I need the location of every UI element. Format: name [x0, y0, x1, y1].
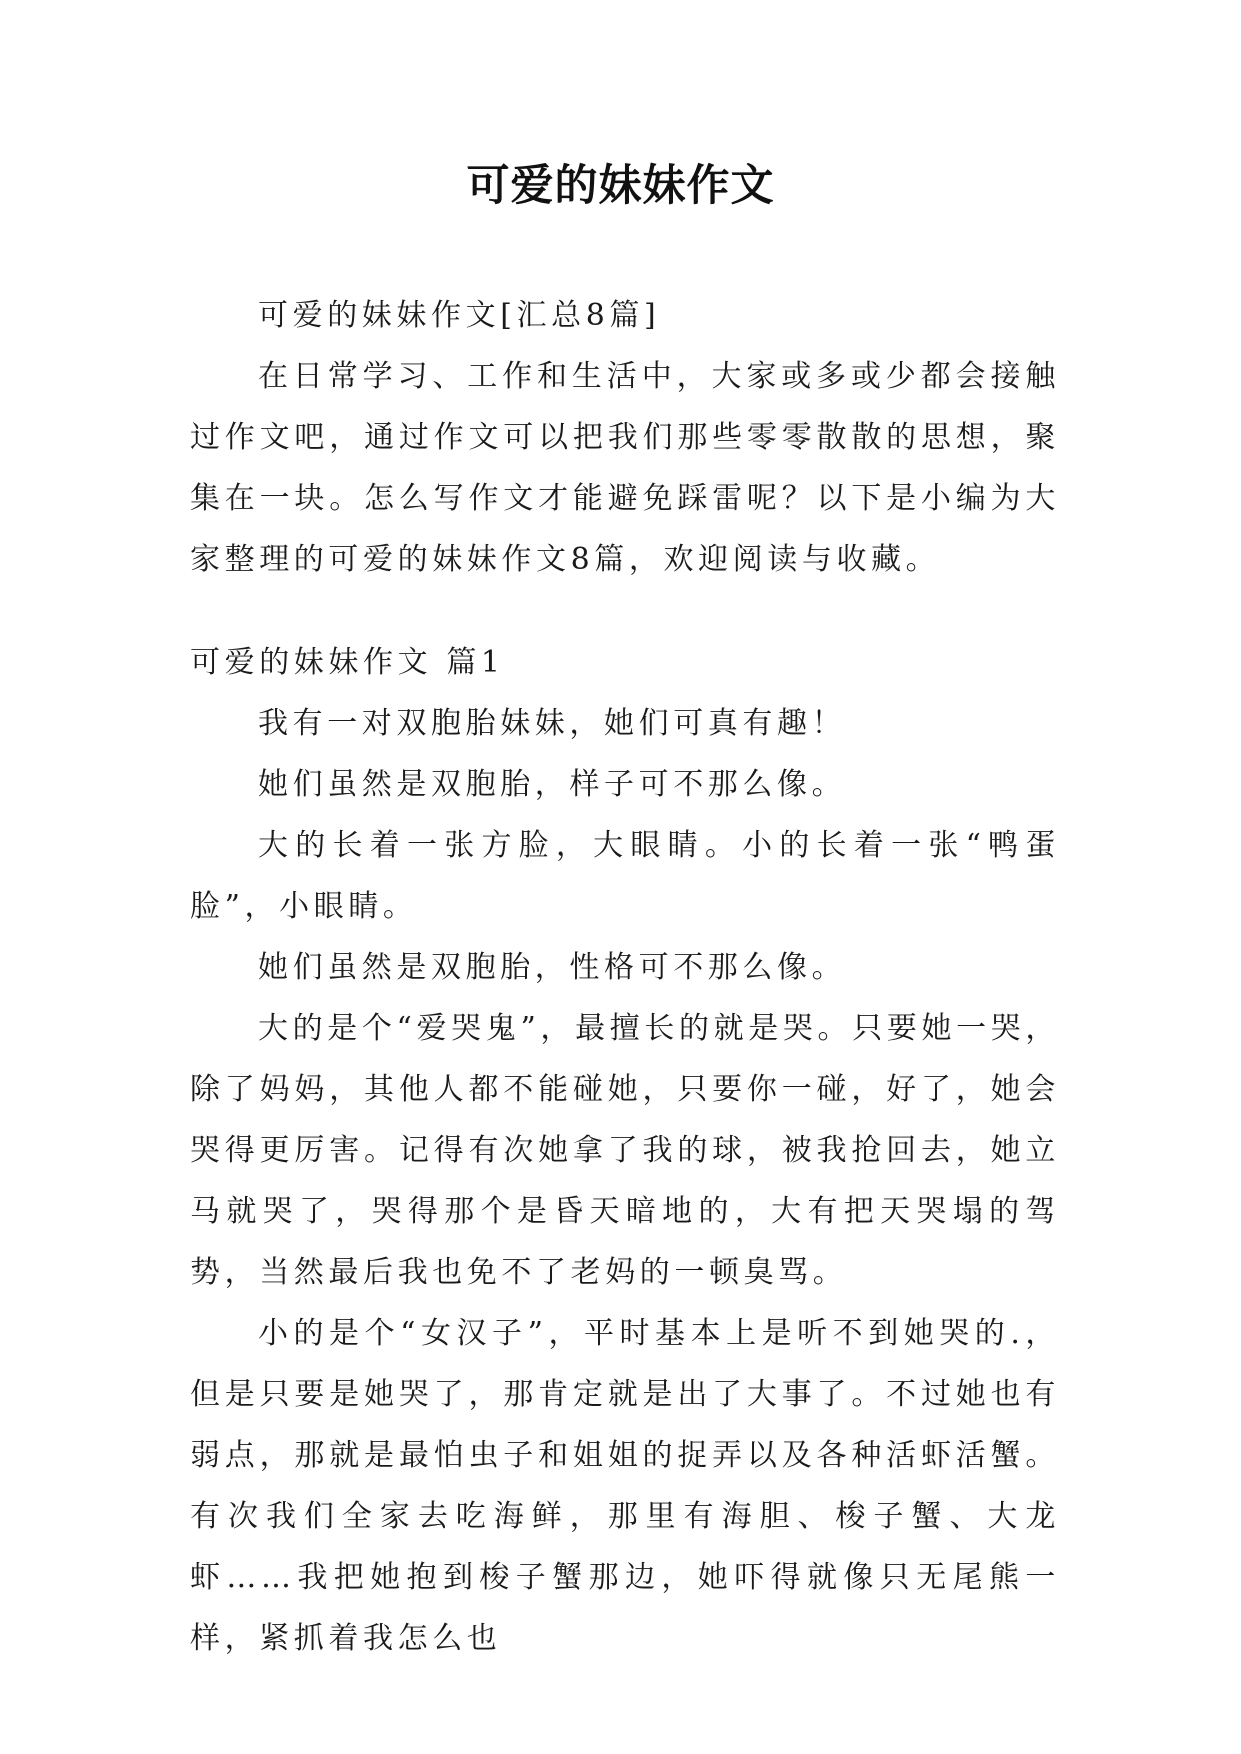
- intro-subtitle: 可爱的妹妹作文[汇总8篇]: [258, 298, 661, 333]
- document-title: 可爱的妹妹作文: [466, 161, 775, 211]
- section-block: [190, 632, 1060, 1669]
- body-paragraph: 我有一对双胞胎妹妹，她们可真有趣！: [258, 706, 847, 741]
- intro-paragraph: 在日常学习、工作和生活中，大家或多或少都会接触过作文吧，通过作文可以把我们那些零零散散的思想，聚集在一块。怎么写作文才能避免踩雷呢？以下是小编为大家整理的可爱的妹妹作文8篇，欢迎阅读与收藏。: [190, 359, 1060, 577]
- intro-block: [190, 285, 1060, 590]
- body-paragraph: 她们虽然是双胞胎，样子可不那么像。: [258, 767, 847, 802]
- body-paragraph: 她们虽然是双胞胎，性格可不那么像。: [258, 950, 847, 985]
- body-paragraph: 小的是个“女汉子”，平时基本上是听不到她哭的.，但是只要是她哭了，那肯定就是出了大事了。不过她也有弱点，那就是最怕虫子和姐姐的捉弄以及各种活虾活蟹。有次我们全家去吃海鲜，那里有海胆、梭子蟹、大龙虾……我把她抱到梭子蟹那边，她吓得就像只无尾熊一样，紧抓着我怎么也: [190, 1316, 1060, 1656]
- body-paragraph: 大的长着一张方脸，大眼睛。小的长着一张“鸭蛋脸”，小眼睛。: [190, 828, 1060, 924]
- section-heading: 可爱的妹妹作文 篇1: [190, 645, 505, 680]
- body-paragraph: 大的是个“爱哭鬼”，最擅长的就是哭。只要她一哭，除了妈妈，其他人都不能碰她，只要你一碰，好了，她会哭得更厉害。记得有次她拿了我的球，被我抢回去，她立马就哭了，哭得那个是昏天暗地的，大有把天哭塌的驾势，当然最后我也免不了老妈的一顿臭骂。: [190, 1011, 1060, 1290]
